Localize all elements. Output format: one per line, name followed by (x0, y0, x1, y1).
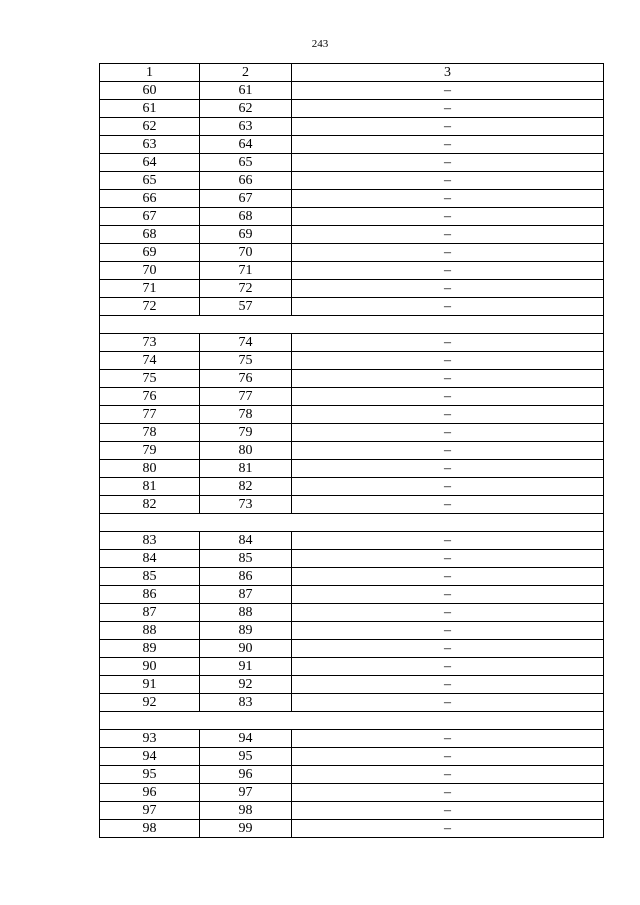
table-row (100, 100, 604, 118)
table-cell-col2: 90 (200, 640, 292, 658)
table-cell-col1: 68 (100, 226, 200, 244)
table-cell-col1: 73 (100, 334, 200, 352)
table-cell-col3: – (292, 820, 604, 838)
header-row (100, 64, 604, 82)
table-cell-col1: 96 (100, 784, 200, 802)
table-row (100, 676, 604, 694)
table-cell-col3: – (292, 154, 604, 172)
table-row (100, 352, 604, 370)
table-cell-col2: 64 (200, 136, 292, 154)
header-cell-3: 3 (292, 64, 604, 82)
table-cell-col3: – (292, 532, 604, 550)
table-cell-col3: – (292, 478, 604, 496)
table-cell-col3: – (292, 298, 604, 316)
table-cell-col1: 75 (100, 370, 200, 388)
table-cell-col2: 74 (200, 334, 292, 352)
table-row (100, 820, 604, 838)
data-table (99, 63, 604, 838)
table-cell-col3: – (292, 766, 604, 784)
table-cell-col3: – (292, 604, 604, 622)
table-cell-col3: – (292, 676, 604, 694)
page-number: 243 (311, 38, 329, 50)
table-row (100, 154, 604, 172)
table-cell-col1: 90 (100, 658, 200, 676)
table-row (100, 586, 604, 604)
table-cell-col1: 84 (100, 550, 200, 568)
table-cell-col2: 67 (200, 190, 292, 208)
table-row (100, 244, 604, 262)
table-row (100, 226, 604, 244)
table-cell-col2: 66 (200, 172, 292, 190)
table-cell-col1: 76 (100, 388, 200, 406)
table-cell-col2: 80 (200, 442, 292, 460)
table-cell-col1: 61 (100, 100, 200, 118)
table-cell-col3: – (292, 406, 604, 424)
table-row (100, 550, 604, 568)
table-cell-col2: 97 (200, 784, 292, 802)
group-separator-row (100, 712, 604, 730)
table-cell-col1: 74 (100, 352, 200, 370)
table-row (100, 802, 604, 820)
table-cell-col1: 71 (100, 280, 200, 298)
table-cell-col2: 94 (200, 730, 292, 748)
table-cell-col3: – (292, 550, 604, 568)
table-row (100, 478, 604, 496)
table-row (100, 730, 604, 748)
table-cell-col2: 65 (200, 154, 292, 172)
table-cell-col3: – (292, 802, 604, 820)
table-cell-col1: 64 (100, 154, 200, 172)
table-cell-col3: – (292, 352, 604, 370)
table-row (100, 172, 604, 190)
table-cell-col2: 92 (200, 676, 292, 694)
table-row (100, 208, 604, 226)
header-cell-2: 2 (200, 64, 292, 82)
table-cell-col1: 62 (100, 118, 200, 136)
table-row (100, 334, 604, 352)
separator-cell (100, 514, 604, 532)
separator-cell (100, 712, 604, 730)
table-row (100, 784, 604, 802)
table-cell-col2: 72 (200, 280, 292, 298)
table-row (100, 460, 604, 478)
table-cell-col3: – (292, 460, 604, 478)
table-row (100, 622, 604, 640)
table-row (100, 568, 604, 586)
table-cell-col1: 88 (100, 622, 200, 640)
table-cell-col3: – (292, 694, 604, 712)
table-cell-col2: 79 (200, 424, 292, 442)
table-cell-col1: 98 (100, 820, 200, 838)
header-cell-1: 1 (100, 64, 200, 82)
table-row (100, 82, 604, 100)
table-cell-col2: 99 (200, 820, 292, 838)
table-cell-col3: – (292, 658, 604, 676)
table-cell-col3: – (292, 424, 604, 442)
table-cell-col1: 86 (100, 586, 200, 604)
group-separator-row (100, 514, 604, 532)
table-cell-col1: 66 (100, 190, 200, 208)
table-row (100, 406, 604, 424)
table-cell-col2: 87 (200, 586, 292, 604)
table-cell-col3: – (292, 100, 604, 118)
table-cell-col2: 73 (200, 496, 292, 514)
table-cell-col3: – (292, 586, 604, 604)
table-cell-col3: – (292, 622, 604, 640)
table-cell-col2: 77 (200, 388, 292, 406)
table-cell-col2: 76 (200, 370, 292, 388)
table-row (100, 748, 604, 766)
table-cell-col1: 79 (100, 442, 200, 460)
table-cell-col3: – (292, 262, 604, 280)
table-cell-col2: 78 (200, 406, 292, 424)
table-cell-col2: 82 (200, 478, 292, 496)
table-cell-col1: 78 (100, 424, 200, 442)
table-cell-col2: 84 (200, 532, 292, 550)
table-cell-col2: 62 (200, 100, 292, 118)
table-cell-col1: 92 (100, 694, 200, 712)
table-cell-col3: – (292, 730, 604, 748)
table-row (100, 136, 604, 154)
table-cell-col3: – (292, 190, 604, 208)
table-cell-col3: – (292, 208, 604, 226)
table-cell-col3: – (292, 244, 604, 262)
table-cell-col1: 81 (100, 478, 200, 496)
table-cell-col3: – (292, 172, 604, 190)
table-row (100, 658, 604, 676)
table-cell-col1: 77 (100, 406, 200, 424)
table-cell-col2: 91 (200, 658, 292, 676)
table-row (100, 604, 604, 622)
table-cell-col3: – (292, 388, 604, 406)
table-cell-col2: 86 (200, 568, 292, 586)
table-row (100, 280, 604, 298)
table-cell-col2: 89 (200, 622, 292, 640)
table-row (100, 118, 604, 136)
table-row (100, 442, 604, 460)
table-cell-col1: 87 (100, 604, 200, 622)
table-cell-col2: 69 (200, 226, 292, 244)
table-cell-col3: – (292, 82, 604, 100)
table-cell-col1: 80 (100, 460, 200, 478)
table-cell-col1: 60 (100, 82, 200, 100)
table-cell-col3: – (292, 784, 604, 802)
table-cell-col3: – (292, 334, 604, 352)
table-cell-col2: 88 (200, 604, 292, 622)
table-cell-col1: 65 (100, 172, 200, 190)
table-cell-col1: 91 (100, 676, 200, 694)
table-cell-col1: 72 (100, 298, 200, 316)
table-row (100, 640, 604, 658)
table-cell-col1: 63 (100, 136, 200, 154)
table-cell-col2: 81 (200, 460, 292, 478)
table-cell-col2: 83 (200, 694, 292, 712)
table-cell-col3: – (292, 118, 604, 136)
table-cell-col1: 93 (100, 730, 200, 748)
table-cell-col3: – (292, 496, 604, 514)
group-separator-row (100, 316, 604, 334)
table-row (100, 370, 604, 388)
table-cell-col1: 97 (100, 802, 200, 820)
table-row (100, 694, 604, 712)
table-cell-col2: 61 (200, 82, 292, 100)
table-row (100, 424, 604, 442)
table-cell-col2: 71 (200, 262, 292, 280)
separator-cell (100, 316, 604, 334)
table-cell-col2: 75 (200, 352, 292, 370)
table-cell-col3: – (292, 640, 604, 658)
table-cell-col1: 85 (100, 568, 200, 586)
table-row (100, 262, 604, 280)
table-row (100, 532, 604, 550)
table-cell-col3: – (292, 442, 604, 460)
table-cell-col2: 68 (200, 208, 292, 226)
table-cell-col1: 95 (100, 766, 200, 784)
table-cell-col2: 57 (200, 298, 292, 316)
table-cell-col1: 82 (100, 496, 200, 514)
table-cell-col3: – (292, 280, 604, 298)
table-cell-col3: – (292, 748, 604, 766)
table-cell-col3: – (292, 136, 604, 154)
table-cell-col2: 63 (200, 118, 292, 136)
table-cell-col3: – (292, 568, 604, 586)
table-row (100, 766, 604, 784)
table-row (100, 496, 604, 514)
table-cell-col1: 83 (100, 532, 200, 550)
table-cell-col1: 69 (100, 244, 200, 262)
table-row (100, 298, 604, 316)
table-cell-col2: 85 (200, 550, 292, 568)
table-cell-col3: – (292, 370, 604, 388)
table-cell-col1: 94 (100, 748, 200, 766)
table-row (100, 388, 604, 406)
table-cell-col3: – (292, 226, 604, 244)
table-cell-col2: 98 (200, 802, 292, 820)
table-cell-col2: 96 (200, 766, 292, 784)
table-cell-col1: 67 (100, 208, 200, 226)
table-cell-col1: 70 (100, 262, 200, 280)
table-cell-col2: 70 (200, 244, 292, 262)
table-row (100, 190, 604, 208)
table-cell-col1: 89 (100, 640, 200, 658)
table-cell-col2: 95 (200, 748, 292, 766)
